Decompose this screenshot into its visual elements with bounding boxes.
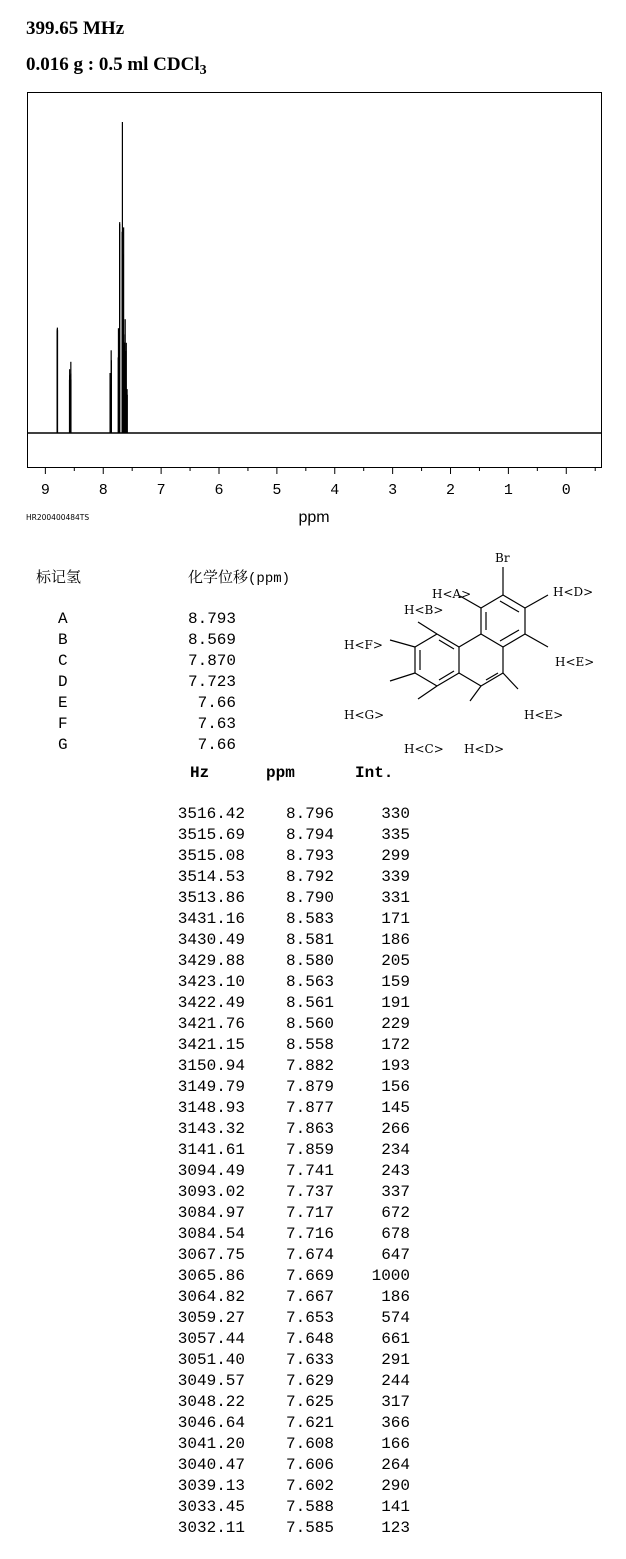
peak-int: 1000 bbox=[371, 1267, 410, 1285]
peak-row bbox=[0, 1414, 626, 1435]
peak-int: 141 bbox=[381, 1498, 410, 1516]
peak-row bbox=[0, 1351, 626, 1372]
x-tick-label: 9 bbox=[40, 482, 50, 499]
peak-ppm: 7.863 bbox=[285, 1120, 334, 1138]
peak-ppm: 7.716 bbox=[285, 1225, 334, 1243]
peak-group bbox=[57, 122, 127, 433]
peak-ppm: 8.792 bbox=[285, 868, 334, 886]
peak-hz: 3422.49 bbox=[177, 994, 245, 1012]
peak-ppm: 7.621 bbox=[285, 1414, 334, 1432]
peak-hz: 3059.27 bbox=[177, 1309, 245, 1327]
x-tick-label: 4 bbox=[330, 482, 340, 499]
peak-hz: 3516.42 bbox=[177, 805, 245, 823]
peak-ppm: 8.794 bbox=[285, 826, 334, 844]
peak-int: 266 bbox=[381, 1120, 410, 1138]
peak-int: 172 bbox=[381, 1036, 410, 1054]
peak-ppm: 7.741 bbox=[285, 1162, 334, 1180]
peak-hz: 3057.44 bbox=[177, 1330, 245, 1348]
peak-row bbox=[0, 931, 626, 952]
peak-hz: 3423.10 bbox=[177, 973, 245, 991]
peak-int: 171 bbox=[381, 910, 410, 928]
peak-int: 337 bbox=[381, 1183, 410, 1201]
peak-int: 186 bbox=[381, 931, 410, 949]
peak-row bbox=[0, 1456, 626, 1477]
peak-row bbox=[0, 1099, 626, 1120]
peak-hz: 3041.20 bbox=[177, 1435, 245, 1453]
assignment-shift: 7.66 bbox=[197, 736, 236, 754]
peak-ppm: 7.674 bbox=[285, 1246, 334, 1264]
peak-row bbox=[0, 826, 626, 847]
peak-hz: 3039.13 bbox=[177, 1477, 245, 1495]
peak-hz: 3514.53 bbox=[177, 868, 245, 886]
plot-frame bbox=[28, 93, 602, 468]
nmr-spectrum-chart bbox=[0, 0, 626, 535]
peak-row bbox=[0, 1477, 626, 1498]
peak-hz: 3040.47 bbox=[177, 1456, 245, 1474]
peak-ppm: 7.877 bbox=[285, 1099, 334, 1117]
peak-row bbox=[0, 1246, 626, 1267]
assignment-label: F bbox=[58, 715, 68, 733]
peak-hz: 3094.49 bbox=[177, 1162, 245, 1180]
peak-hz: 3064.82 bbox=[177, 1288, 245, 1306]
peak-int: 290 bbox=[381, 1477, 410, 1495]
sample-id-label: HR200400484TS bbox=[26, 513, 90, 522]
peak-int: 234 bbox=[381, 1141, 410, 1159]
h-label-g: H<G> bbox=[344, 708, 385, 722]
peak-row bbox=[0, 847, 626, 868]
x-tick-label: 7 bbox=[156, 482, 166, 499]
peak-row bbox=[0, 1330, 626, 1351]
peak-hz: 3032.11 bbox=[177, 1519, 245, 1537]
peak-hz: 3431.16 bbox=[177, 910, 245, 928]
peak-hz: 3051.40 bbox=[177, 1351, 245, 1369]
assignment-label: E bbox=[58, 694, 68, 712]
assignment-shift: 8.793 bbox=[187, 610, 236, 628]
peak-int: 291 bbox=[381, 1351, 410, 1369]
peak-int: 159 bbox=[381, 973, 410, 991]
peak-row bbox=[0, 1162, 626, 1183]
peak-int: 229 bbox=[381, 1015, 410, 1033]
h-label-e-right: H<E> bbox=[555, 655, 595, 669]
x-axis-label: ppm bbox=[298, 509, 330, 526]
peak-ppm: 7.588 bbox=[285, 1498, 334, 1516]
assignment-shift-header bbox=[188, 566, 290, 587]
peak-int: 672 bbox=[381, 1204, 410, 1222]
h-label-b: H<B> bbox=[404, 603, 444, 617]
peak-ppm: 7.602 bbox=[285, 1477, 334, 1495]
peak-header-ppm: ppm bbox=[266, 764, 295, 782]
peak-int: 123 bbox=[381, 1519, 410, 1537]
assignment-label-header: 标记氢 bbox=[36, 568, 82, 586]
sample-subscript: 3 bbox=[199, 63, 207, 78]
peak-row bbox=[0, 1225, 626, 1246]
assignment-shift: 7.870 bbox=[187, 652, 236, 670]
bromine-label: Br bbox=[495, 551, 510, 565]
peak-ppm: 8.796 bbox=[285, 805, 334, 823]
peak-row bbox=[0, 1372, 626, 1393]
peak-hz: 3065.86 bbox=[177, 1267, 245, 1285]
peak-ppm: 7.882 bbox=[285, 1057, 334, 1075]
peak-ppm: 8.790 bbox=[285, 889, 334, 907]
peak-int: 661 bbox=[381, 1330, 410, 1348]
peak-row bbox=[0, 1057, 626, 1078]
peak-row bbox=[0, 1435, 626, 1456]
assignment-label: C bbox=[58, 652, 68, 670]
peak-row bbox=[0, 868, 626, 889]
peak-hz: 3143.32 bbox=[177, 1120, 245, 1138]
peak-int: 678 bbox=[381, 1225, 410, 1243]
frequency-title: 399.65 MHz bbox=[26, 18, 125, 39]
assignment-shift: 8.569 bbox=[187, 631, 236, 649]
h-label-a: H<A> bbox=[432, 587, 472, 601]
peak-ppm: 7.859 bbox=[285, 1141, 334, 1159]
peak-row bbox=[0, 1204, 626, 1225]
peak-hz: 3429.88 bbox=[177, 952, 245, 970]
x-tick-label: 2 bbox=[446, 482, 456, 499]
peak-hz: 3093.02 bbox=[177, 1183, 245, 1201]
peak-ppm: 7.669 bbox=[285, 1267, 334, 1285]
x-axis-ticks bbox=[41, 467, 595, 499]
peak-int: 166 bbox=[381, 1435, 410, 1453]
peak-row bbox=[0, 1036, 626, 1057]
x-tick-label: 0 bbox=[561, 482, 571, 499]
assignment-shift: 7.63 bbox=[197, 715, 236, 733]
h-label-c: H<C> bbox=[404, 742, 444, 756]
peak-hz: 3421.15 bbox=[177, 1036, 245, 1054]
peak-ppm: 8.580 bbox=[285, 952, 334, 970]
peak-int: 156 bbox=[381, 1078, 410, 1096]
peak-ppm: 8.793 bbox=[285, 847, 334, 865]
shift-header-unit: (ppm) bbox=[248, 571, 291, 587]
peak-hz: 3149.79 bbox=[177, 1078, 245, 1096]
peak-hz: 3515.08 bbox=[177, 847, 245, 865]
peak-int: 145 bbox=[381, 1099, 410, 1117]
peak-hz: 3141.61 bbox=[177, 1141, 245, 1159]
h-label-d-top: H<D> bbox=[553, 585, 594, 599]
assignment-label: G bbox=[58, 736, 68, 754]
peak-ppm: 8.558 bbox=[285, 1036, 334, 1054]
peak-row bbox=[0, 1015, 626, 1036]
peak-row bbox=[0, 952, 626, 973]
peak-hz: 3067.75 bbox=[177, 1246, 245, 1264]
peak-int: 264 bbox=[381, 1456, 410, 1474]
peak-row bbox=[0, 1519, 626, 1540]
peak-row bbox=[0, 1288, 626, 1309]
peak-int: 299 bbox=[381, 847, 410, 865]
peak-row bbox=[0, 1267, 626, 1288]
peak-hz: 3049.57 bbox=[177, 1372, 245, 1390]
peak-int: 574 bbox=[381, 1309, 410, 1327]
peak-int: 647 bbox=[381, 1246, 410, 1264]
peak-row bbox=[0, 1309, 626, 1330]
h-label-d-bottom: H<D> bbox=[464, 742, 505, 756]
peak-int: 335 bbox=[381, 826, 410, 844]
x-tick-label: 1 bbox=[503, 482, 513, 499]
peak-row bbox=[0, 889, 626, 910]
peak-ppm: 7.606 bbox=[285, 1456, 334, 1474]
peak-int: 331 bbox=[381, 889, 410, 907]
peak-row bbox=[0, 994, 626, 1015]
peak-int: 366 bbox=[381, 1414, 410, 1432]
peak-ppm: 8.563 bbox=[285, 973, 334, 991]
peak-row bbox=[0, 1078, 626, 1099]
peak-ppm: 7.737 bbox=[285, 1183, 334, 1201]
peak-int: 243 bbox=[381, 1162, 410, 1180]
peak-ppm: 8.560 bbox=[285, 1015, 334, 1033]
x-tick-label: 8 bbox=[98, 482, 108, 499]
peak-int: 339 bbox=[381, 868, 410, 886]
peak-ppm: 8.561 bbox=[285, 994, 334, 1012]
assignment-label: A bbox=[58, 610, 68, 628]
peak-hz: 3033.45 bbox=[177, 1498, 245, 1516]
peak-hz: 3084.97 bbox=[177, 1204, 245, 1222]
peak-row bbox=[0, 1393, 626, 1414]
peak-header-int: Int. bbox=[355, 764, 394, 782]
peak-row bbox=[0, 1498, 626, 1519]
shift-header-text: 化学位移 bbox=[188, 568, 249, 586]
peak-int: 191 bbox=[381, 994, 410, 1012]
assignment-label: D bbox=[58, 673, 68, 691]
peak-hz: 3513.86 bbox=[177, 889, 245, 907]
x-tick-label: 5 bbox=[272, 482, 282, 499]
peak-hz: 3515.69 bbox=[177, 826, 245, 844]
peak-row bbox=[0, 805, 626, 826]
peak-hz: 3048.22 bbox=[177, 1393, 245, 1411]
x-tick-label: 3 bbox=[388, 482, 398, 499]
peak-header-hz: Hz bbox=[190, 764, 210, 782]
peak-int: 186 bbox=[381, 1288, 410, 1306]
peak-row bbox=[0, 973, 626, 994]
x-tick-label: 6 bbox=[214, 482, 224, 499]
peak-int: 193 bbox=[381, 1057, 410, 1075]
peak-ppm: 8.583 bbox=[285, 910, 334, 928]
peak-ppm: 7.648 bbox=[285, 1330, 334, 1348]
assignment-shift: 7.723 bbox=[187, 673, 236, 691]
peak-ppm: 7.625 bbox=[285, 1393, 334, 1411]
peak-ppm: 7.629 bbox=[285, 1372, 334, 1390]
peak-hz: 3421.76 bbox=[177, 1015, 245, 1033]
peak-hz: 3084.54 bbox=[177, 1225, 245, 1243]
peak-row bbox=[0, 1120, 626, 1141]
peak-ppm: 7.667 bbox=[285, 1288, 334, 1306]
peak-ppm: 7.633 bbox=[285, 1351, 334, 1369]
peak-hz: 3148.93 bbox=[177, 1099, 245, 1117]
assignment-label: B bbox=[58, 631, 68, 649]
peak-ppm: 7.585 bbox=[285, 1519, 334, 1537]
sample-main: 0.016 g : 0.5 ml CDCl bbox=[26, 54, 200, 75]
peak-int: 317 bbox=[381, 1393, 410, 1411]
assignment-shift: 7.66 bbox=[197, 694, 236, 712]
peak-row bbox=[0, 1141, 626, 1162]
molecule-structure bbox=[330, 545, 595, 760]
h-label-f: H<F> bbox=[344, 638, 383, 652]
peak-int: 330 bbox=[381, 805, 410, 823]
peak-hz: 3046.64 bbox=[177, 1414, 245, 1432]
peak-ppm: 7.879 bbox=[285, 1078, 334, 1096]
peak-row bbox=[0, 910, 626, 931]
peak-hz: 3150.94 bbox=[177, 1057, 245, 1075]
peak-int: 244 bbox=[381, 1372, 410, 1390]
peak-ppm: 7.653 bbox=[285, 1309, 334, 1327]
h-label-e-bottom: H<E> bbox=[524, 708, 564, 722]
peak-ppm: 8.581 bbox=[285, 931, 334, 949]
peak-row bbox=[0, 1183, 626, 1204]
peak-hz: 3430.49 bbox=[177, 931, 245, 949]
peak-ppm: 7.608 bbox=[285, 1435, 334, 1453]
peak-ppm: 7.717 bbox=[285, 1204, 334, 1222]
peak-int: 205 bbox=[381, 952, 410, 970]
